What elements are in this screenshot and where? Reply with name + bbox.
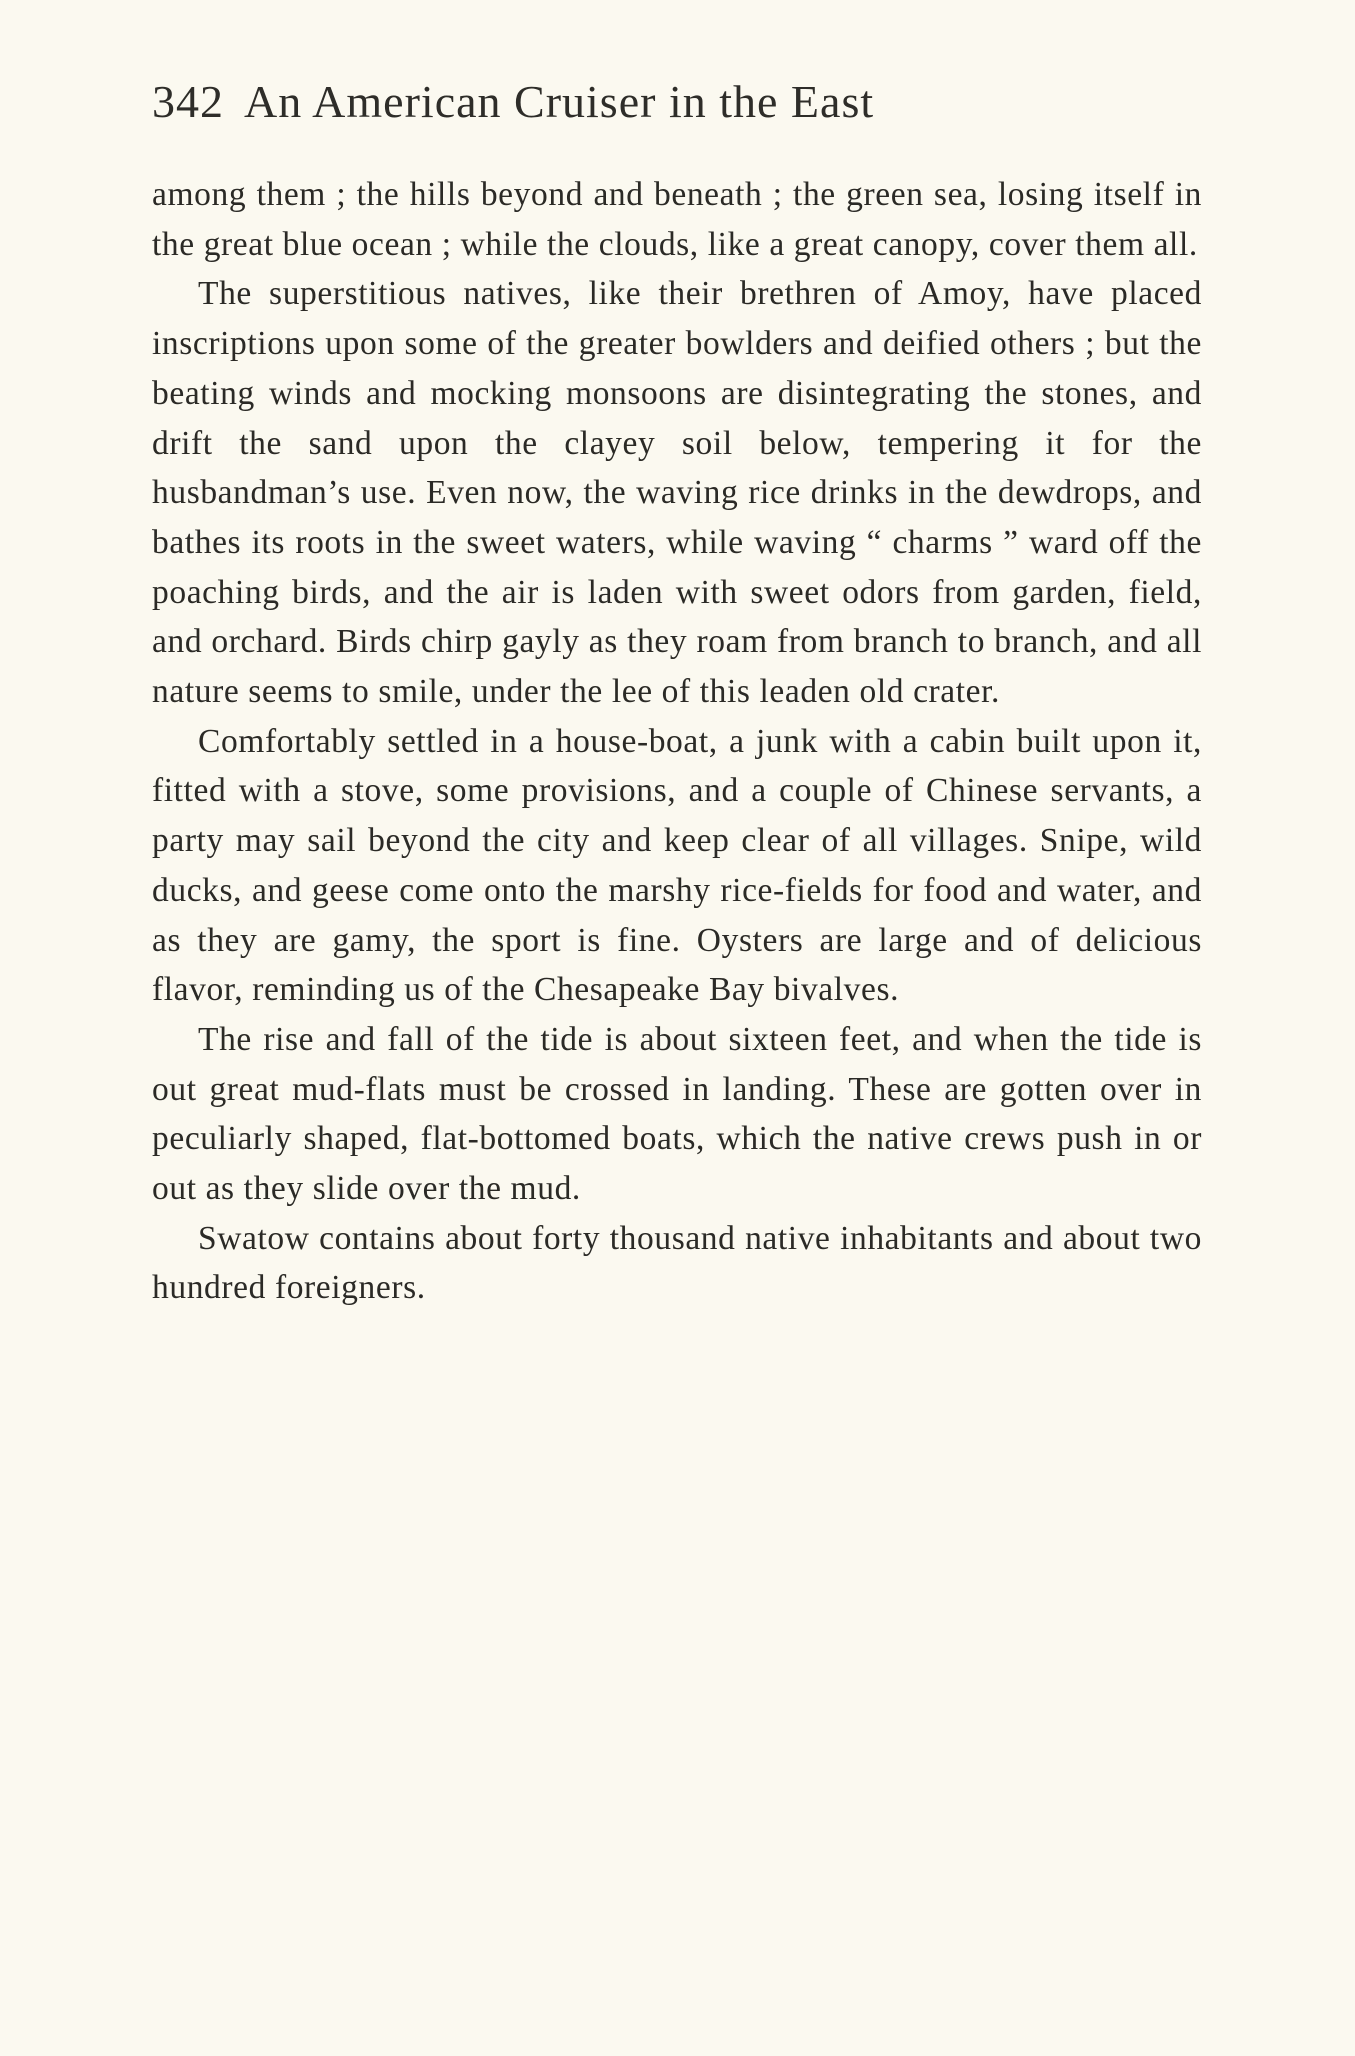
paragraph: The superstitious natives, like their brethren of Amoy, have placed inscriptions upon some of the greater bowlders and deified others ; but the beating winds and mocking monsoons are disintegrating the stones, and drift the sand upon the clayey soil below, tempering it for the husbandman’s use. Even now, the waving rice drinks in the dewdrops, and bathes its roots in the sweet waters, while waving “ charms ” ward off the poaching birds, and the air is laden with sweet odors from garden, field, and orchard. Birds chirp gayly as they roam from branch to branch, and all nature seems to smile, under the lee of this leaden old crater. [152, 275, 1202, 711]
page-number: 342 [152, 76, 224, 127]
body-text [152, 170, 1202, 1313]
paragraph: The rise and fall of the tide is about sixteen feet, and when the tide is out great mud-flats must be crossed in landing. These are gotten over in peculiarly shaped, flat-bottomed boats, which the native crews push in or out as they slide over the mud. [152, 1020, 1202, 1208]
running-title: An American Cruiser in the East [244, 76, 875, 127]
paragraph: Swatow contains about forty thousand native inhabitants and about two hundred foreigners. [152, 1219, 1202, 1307]
paragraph: among them ; the hills beyond and beneath ; the green sea, losing itself in the great blue ocean ; while the clouds, like a great canopy, cover them all. [152, 176, 1202, 263]
running-head [152, 72, 1102, 132]
paragraph: Comfortably settled in a house-boat, a junk with a cabin built upon it, fitted with a stove, some provisions, and a couple of Chinese servants, a party may sail beyond the city and keep clear of all villages. Snipe, wild ducks, and geese come onto the marshy rice-fields for food and water, and as they are gamy, the sport is fine. Oysters are large and of delicious flavor, reminding us of the Chesapeake Bay bivalves. [152, 722, 1202, 1009]
